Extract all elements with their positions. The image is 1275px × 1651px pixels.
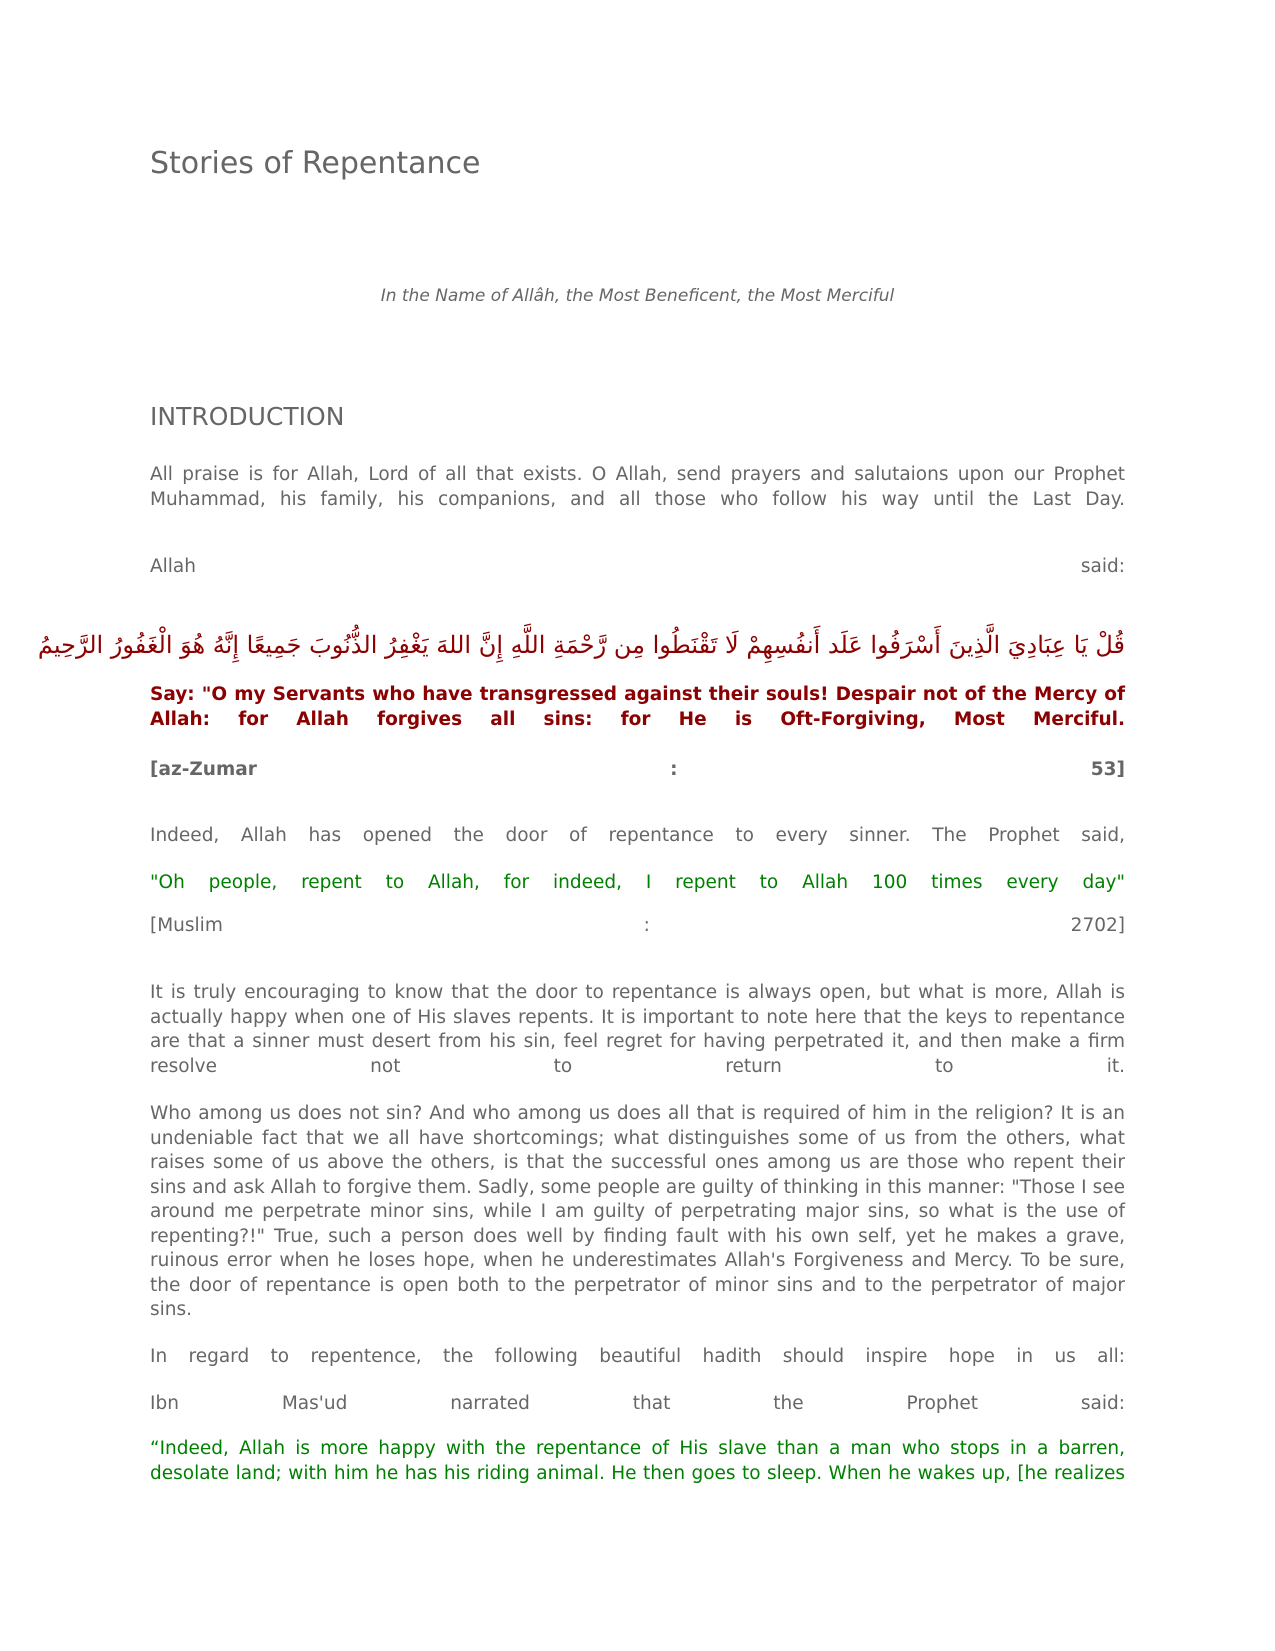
verse-translation: Say: "O my Servants who have transgressed against their souls! Despair not of the Mercy of Allah: for Allah forgives all sins: for He is Oft-Forgiving, Most Merciful.	[150, 684, 1125, 730]
verse-ref-number: 53]	[1090, 759, 1125, 780]
who-paragraph: Who among us does not sin? And who among us does all that is required of him in the religion? It is an undeniable fact that we all have shortcomings; what distinguishes some of us from the others, what raises some of us above the others, is that the successful ones among us are those who repent their sins and ask Allah to forgive them. Sadly, some people are guilty of thinking in this manner: "Those I see around me perpetrate minor sins, while I am guilty of perpetrating major sins, so what is the use of repenting?!" True, such a person does well by finding fault with his own self, yet he makes a grave, ruinous error when he loses hope, when he underestimates Allah's Forgiveness and Mercy. To be sure, the door of repentance is open both to the perpetrator of minor sins and to the perpetrator of major sins.	[150, 1103, 1125, 1320]
encouraging-paragraph: It is truly encouraging to know that the door to repentance is always open, but what is more, Allah is actually happy when one of His slaves repents. It is important to note here that the keys to repentance are that a sinner must desert from his sin, feel regret for having perpetrated it, and then make a firm resolve not to return to it.	[150, 982, 1125, 1077]
hadith-ref-source: [Muslim	[150, 915, 223, 936]
section-heading-introduction: INTRODUCTION	[150, 402, 345, 431]
document-title: Stories of Repentance	[150, 146, 481, 181]
ibn-masud-paragraph: Ibn Mas'ud narrated that the Prophet said:	[150, 1393, 1125, 1414]
intro-paragraph: All praise is for Allah, Lord of all that exists. O Allah, send prayers and salutaions upon our Prophet Muhammad, his family, his companions, and all those who follow his way until the Last Day.	[150, 464, 1125, 510]
hadith-reference	[150, 914, 1125, 938]
document-page	[37, 0, 1125, 1651]
verse-ref-separator: :	[670, 759, 678, 780]
hadith-ref-separator: :	[643, 915, 650, 936]
hadith-quote: "Oh people, repent to Allah, for indeed, I repent to Allah 100 times every day"	[150, 872, 1125, 893]
allah-said-right: said:	[1080, 556, 1125, 577]
basmala: In the Name of Allâh, the Most Beneficent, the Most Merciful	[380, 286, 895, 306]
allah-said-line	[150, 555, 1125, 579]
regard-paragraph: In regard to repentence, the following beautiful hadith should inspire hope in us all:	[150, 1346, 1125, 1367]
door-paragraph: Indeed, Allah has opened the door of repentance to every sinner. The Prophet said,	[150, 825, 1125, 846]
arabic-verse: قُلْ يَا عِبَادِيَ الَّذِينَ أَسْرَفُوا عَلَد أَنفُسِهِمْ لَا تَقْنَطُوا مِن رَّحْمَةِ اللَّهِ إِنَّ اللهَ يَغْفِرُ الذُّنُوبَ جَمِيعًا إِنَّهُ هُوَ الْغَفُورُ الرَّحِيمُ	[37, 631, 1125, 659]
final-hadith-quote: “Indeed, Allah is more happy with the repentance of His slave than a man who stops in a barren, desolate land; with him he has his riding animal. He then goes to sleep. When he wakes up, [he realizes	[150, 1438, 1125, 1484]
verse-reference	[150, 758, 1125, 782]
allah-said-left: Allah	[150, 556, 196, 577]
hadith-ref-number: 2702]	[1070, 915, 1125, 936]
verse-ref-surah: [az-Zumar	[150, 759, 257, 780]
